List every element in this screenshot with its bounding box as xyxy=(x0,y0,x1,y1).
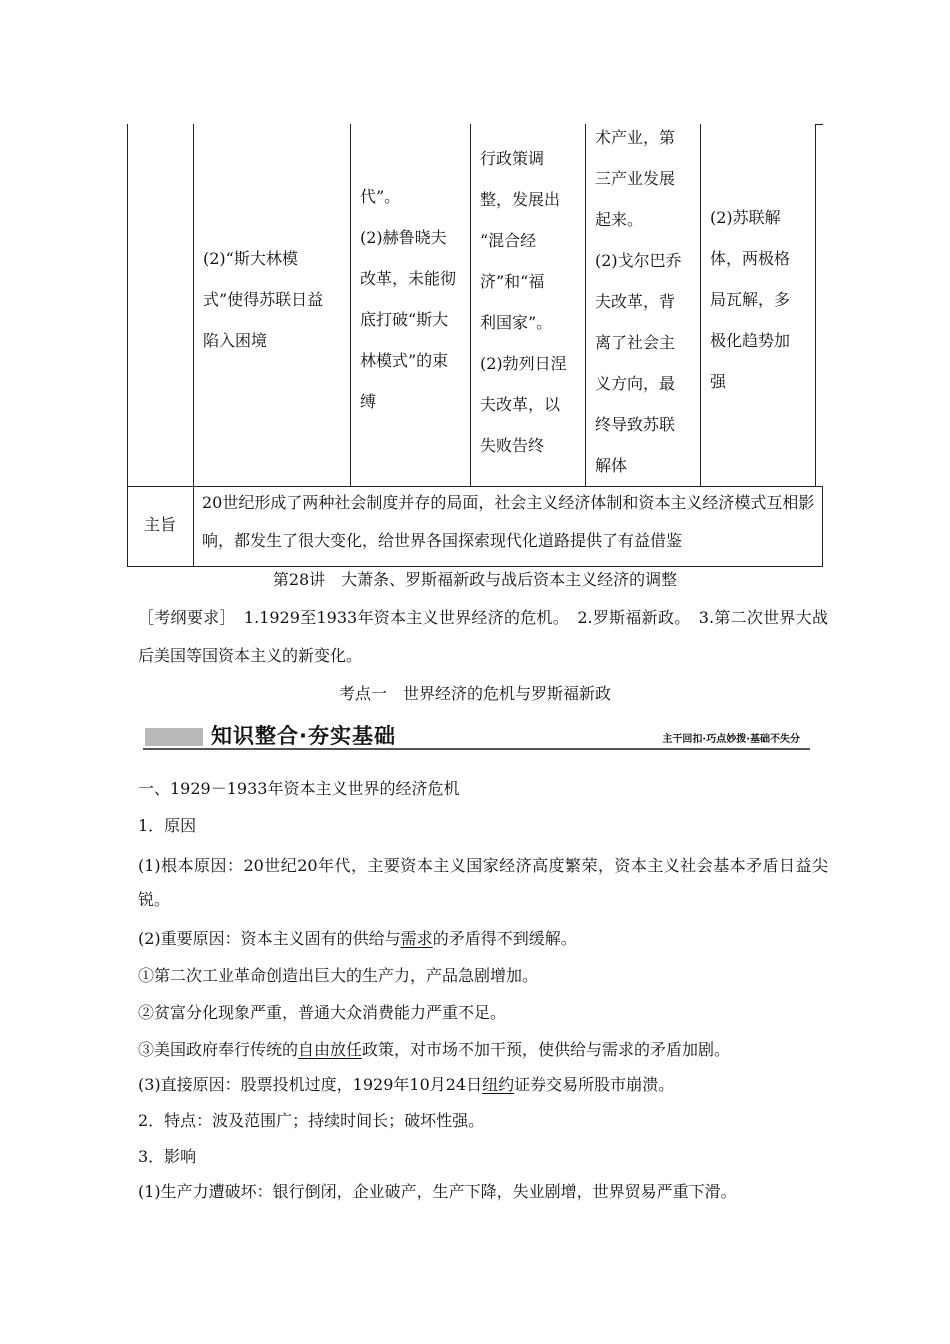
heading-causes: 1．原因 xyxy=(138,816,197,835)
root-cause: (1)根本原因：20世纪20年代，主要资本主义国家经济高度繁荣，资本主义社会基本矛盾日益尖锐。 xyxy=(138,856,828,909)
table-divider xyxy=(585,124,586,486)
table-border-left xyxy=(127,124,128,566)
point-3 xyxy=(138,1036,828,1064)
underlined-term: 自由放任 xyxy=(298,1040,363,1059)
main-row-label: 主旨 xyxy=(143,515,176,534)
important-cause xyxy=(138,925,828,953)
table-cell: 术产业，第 三产业发展 起来。 (2)戈尔巴乔 夫改革，背 离了社会主 义方向，最 终导致苏联 解体 xyxy=(595,128,682,475)
table-divider xyxy=(815,124,816,486)
table-divider xyxy=(700,124,701,486)
banner-decor-bar xyxy=(145,728,203,746)
table-divider xyxy=(470,124,471,486)
direct-cause xyxy=(138,1071,828,1099)
table-divider xyxy=(350,124,351,486)
table-cell: 代”。 (2)赫鲁晓夫 改革，未能彻 底打破“斯大 林模式”的束 缚 xyxy=(360,187,457,411)
features: 2．特点：波及范围广；持续时间长；破坏性强。 xyxy=(138,1111,485,1130)
underlined-term: 需求 xyxy=(400,929,433,948)
table-border-right xyxy=(822,486,823,566)
heading-economic-crisis: 一、1929－1933年资本主义世界的经济危机 xyxy=(138,779,460,798)
table-top-stub xyxy=(815,124,823,125)
important-cause-text: 的矛盾得不到缓解。 xyxy=(432,929,577,948)
important-cause-text: (2)重要原因：资本主义固有的供给与 xyxy=(138,929,401,948)
main-row-text: 20世纪形成了两种社会制度并存的局面，社会主义经济体制和资本主义经济模式互相影响，都发生了很大变化，给世界各国探索现代化道路提供了有益借鉴 xyxy=(202,493,815,550)
section-title: 考点一 世界经济的危机与罗斯福新政 xyxy=(338,684,611,703)
table-cell: (2)“斯大林模 式”使得苏联日益 陷入困境 xyxy=(203,249,324,350)
point-1: ①第二次工业革命创造出巨大的生产力，产品急剧增加。 xyxy=(138,966,539,985)
table-cell: (2)苏联解 体，两极格 局瓦解，多 极化趋势加 强 xyxy=(710,208,791,391)
heading-impact: 3．影响 xyxy=(138,1147,197,1166)
direct-cause-text: (3)直接原因：股票投机过度，1929年10月24日 xyxy=(138,1075,483,1094)
direct-cause-text: 证券交易所股市崩溃。 xyxy=(514,1075,675,1094)
section-banner xyxy=(143,721,810,755)
point-3-text: ③美国政府奉行传统的 xyxy=(138,1040,299,1059)
banner-title: 知识整合·夯实基础 xyxy=(211,724,396,748)
lecture-title: 第28讲 大萧条、罗斯福新政与战后资本主义经济的调整 xyxy=(272,570,678,589)
exam-requirements: ［考纲要求］ 1.1929至1933年资本主义世界经济的危机。 2.罗斯福新政。 3.第二次世界大战后美国等国资本主义的新变化。 xyxy=(138,608,828,665)
table-cell: 行政策调 整，发展出 “混合经 济”和“福 利国家”。 (2)勃列日涅 夫改革，以 失败告终 xyxy=(480,149,567,455)
point-2: ②贫富分化现象严重，普通大众消费能力严重不足。 xyxy=(138,1003,507,1022)
point-3-text: 政策，对市场不加干预，使供给与需求的矛盾加剧。 xyxy=(362,1040,731,1059)
impact-1: (1)生产力遭破坏：银行倒闭，企业破产，生产下降，失业剧增，世界贸易严重下滑。 xyxy=(138,1182,737,1201)
underlined-term: 纽约 xyxy=(482,1075,515,1094)
banner-tagline: 主干回扣·巧点妙拨·基础不失分 xyxy=(662,734,800,745)
table-divider xyxy=(193,124,194,566)
banner-underline xyxy=(143,748,810,750)
